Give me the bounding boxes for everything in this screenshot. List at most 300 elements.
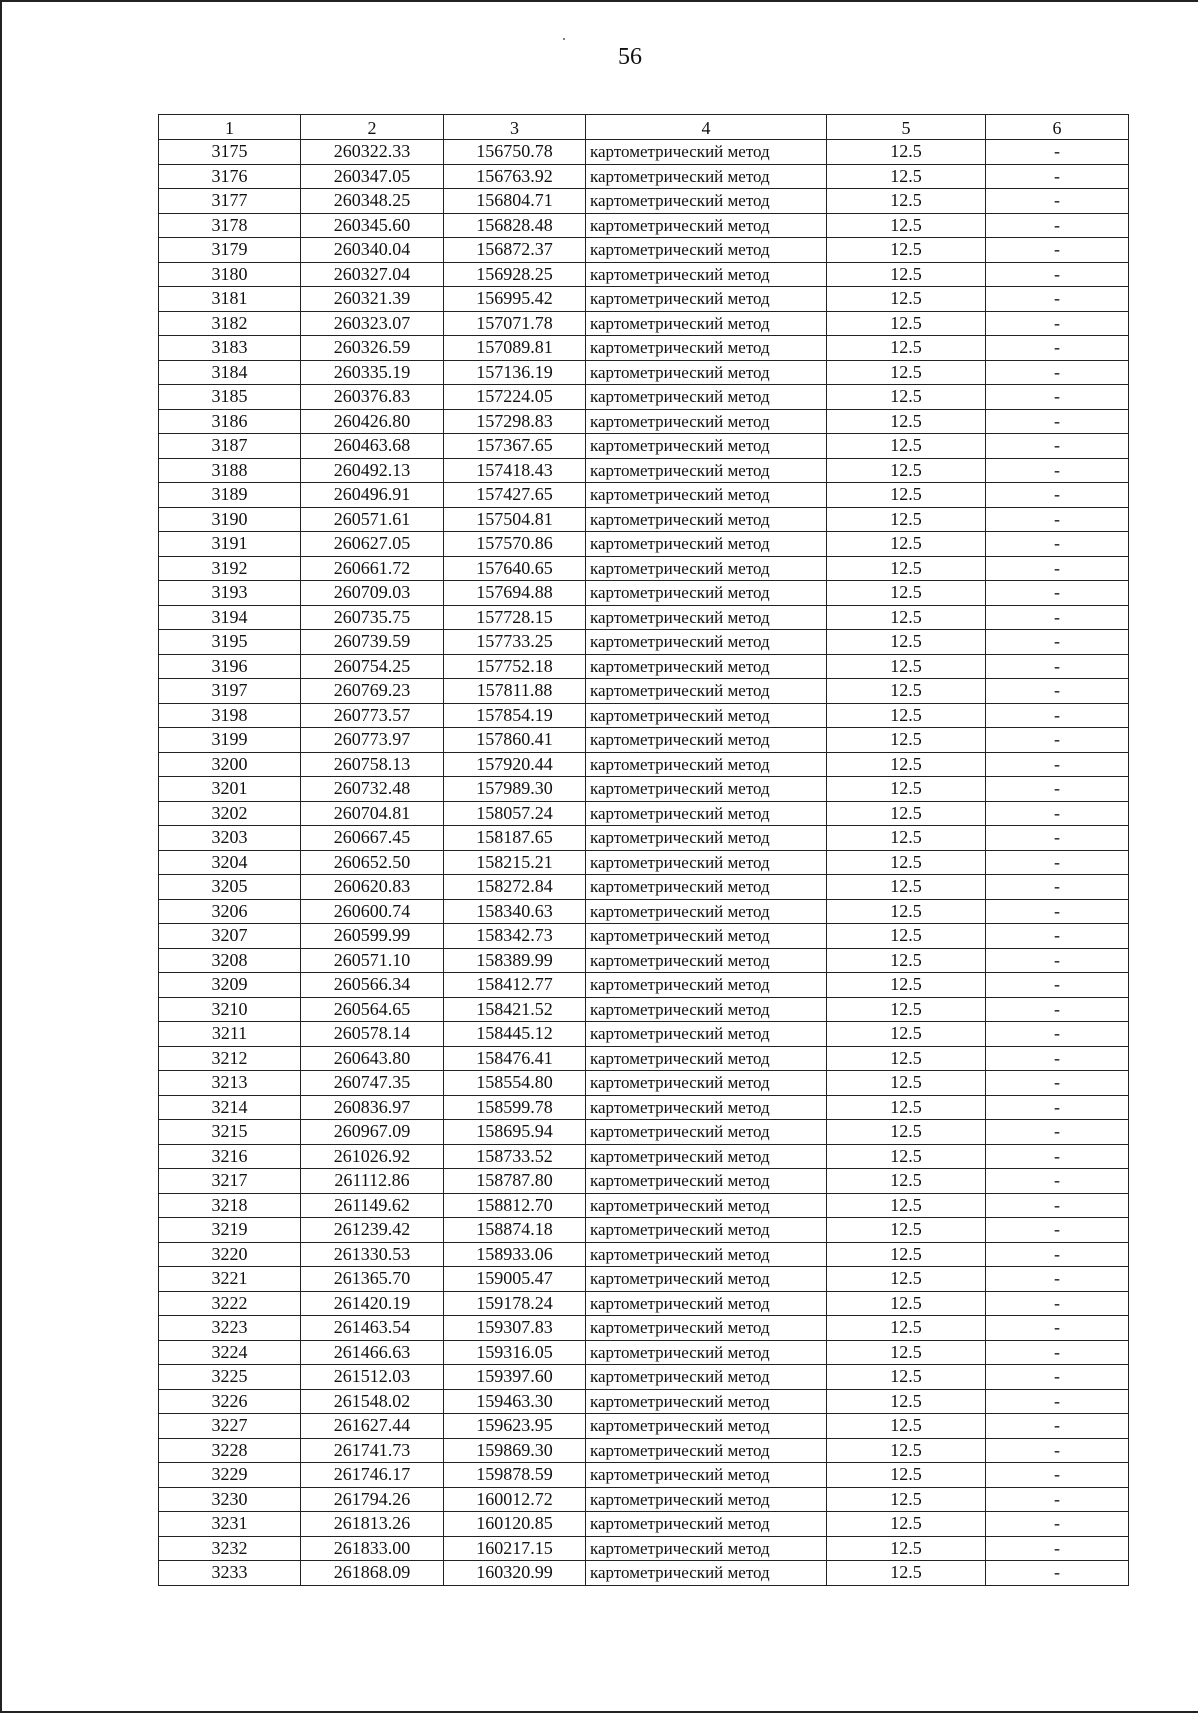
y-coordinate-cell: 157298.83 <box>444 409 586 434</box>
accuracy-cell: 12.5 <box>827 409 986 434</box>
x-coordinate-cell: 260323.07 <box>301 311 444 336</box>
y-coordinate-cell: 157733.25 <box>444 630 586 655</box>
point-number-cell: 3223 <box>159 1316 301 1341</box>
method-cell: картометрический метод <box>586 1487 827 1512</box>
point-number-cell: 3195 <box>159 630 301 655</box>
x-coordinate-cell: 260566.34 <box>301 973 444 998</box>
point-number-cell: 3201 <box>159 777 301 802</box>
x-coordinate-cell: 260335.19 <box>301 360 444 385</box>
table-row <box>159 164 1129 189</box>
x-coordinate-cell: 260747.35 <box>301 1071 444 1096</box>
y-coordinate-cell: 157071.78 <box>444 311 586 336</box>
method-cell: картометрический метод <box>586 1169 827 1194</box>
x-coordinate-cell: 260578.14 <box>301 1022 444 1047</box>
point-number-cell: 3204 <box>159 850 301 875</box>
accuracy-cell: 12.5 <box>827 581 986 606</box>
point-number-cell: 3180 <box>159 262 301 287</box>
table-body <box>159 140 1129 1586</box>
note-cell: - <box>986 1022 1129 1047</box>
x-coordinate-cell: 260652.50 <box>301 850 444 875</box>
note-cell: - <box>986 1095 1129 1120</box>
y-coordinate-cell: 156750.78 <box>444 140 586 165</box>
y-coordinate-cell: 157811.88 <box>444 679 586 704</box>
table-row <box>159 1242 1129 1267</box>
accuracy-cell: 12.5 <box>827 1414 986 1439</box>
table-header-row <box>159 115 1129 140</box>
accuracy-cell: 12.5 <box>827 1438 986 1463</box>
accuracy-cell: 12.5 <box>827 1144 986 1169</box>
y-coordinate-cell: 157224.05 <box>444 385 586 410</box>
point-number-cell: 3219 <box>159 1218 301 1243</box>
method-cell: картометрический метод <box>586 140 827 165</box>
accuracy-cell: 12.5 <box>827 1193 986 1218</box>
note-cell: - <box>986 924 1129 949</box>
note-cell: - <box>986 1267 1129 1292</box>
table-row <box>159 434 1129 459</box>
table-row <box>159 262 1129 287</box>
point-number-cell: 3230 <box>159 1487 301 1512</box>
y-coordinate-cell: 156995.42 <box>444 287 586 312</box>
note-cell: - <box>986 777 1129 802</box>
point-number-cell: 3208 <box>159 948 301 973</box>
x-coordinate-cell: 261112.86 <box>301 1169 444 1194</box>
table-row <box>159 1120 1129 1145</box>
note-cell: - <box>986 1144 1129 1169</box>
method-cell: картометрический метод <box>586 238 827 263</box>
method-cell: картометрический метод <box>586 164 827 189</box>
accuracy-cell: 12.5 <box>827 630 986 655</box>
table-row <box>159 1389 1129 1414</box>
method-cell: картометрический метод <box>586 1120 827 1145</box>
table-row <box>159 140 1129 165</box>
y-coordinate-cell: 160217.15 <box>444 1536 586 1561</box>
x-coordinate-cell: 261746.17 <box>301 1463 444 1488</box>
accuracy-cell: 12.5 <box>827 140 986 165</box>
accuracy-cell: 12.5 <box>827 262 986 287</box>
column-header-5: 5 <box>827 115 986 140</box>
note-cell: - <box>986 336 1129 361</box>
x-coordinate-cell: 261466.63 <box>301 1340 444 1365</box>
point-number-cell: 3191 <box>159 532 301 557</box>
point-number-cell: 3227 <box>159 1414 301 1439</box>
note-cell: - <box>986 1169 1129 1194</box>
point-number-cell: 3225 <box>159 1365 301 1390</box>
point-number-cell: 3199 <box>159 728 301 753</box>
method-cell: картометрический метод <box>586 997 827 1022</box>
x-coordinate-cell: 260667.45 <box>301 826 444 851</box>
x-coordinate-cell: 260773.97 <box>301 728 444 753</box>
y-coordinate-cell: 158599.78 <box>444 1095 586 1120</box>
method-cell: картометрический метод <box>586 189 827 214</box>
accuracy-cell: 12.5 <box>827 1267 986 1292</box>
y-coordinate-cell: 160320.99 <box>444 1561 586 1586</box>
note-cell: - <box>986 826 1129 851</box>
x-coordinate-cell: 261868.09 <box>301 1561 444 1586</box>
method-cell: картометрический метод <box>586 850 827 875</box>
y-coordinate-cell: 156763.92 <box>444 164 586 189</box>
y-coordinate-cell: 158812.70 <box>444 1193 586 1218</box>
method-cell: картометрический метод <box>586 311 827 336</box>
method-cell: картометрический метод <box>586 630 827 655</box>
table-row <box>159 1193 1129 1218</box>
method-cell: картометрический метод <box>586 1340 827 1365</box>
x-coordinate-cell: 260769.23 <box>301 679 444 704</box>
table-row <box>159 1316 1129 1341</box>
point-number-cell: 3224 <box>159 1340 301 1365</box>
note-cell: - <box>986 409 1129 434</box>
x-coordinate-cell: 260599.99 <box>301 924 444 949</box>
point-number-cell: 3231 <box>159 1512 301 1537</box>
y-coordinate-cell: 159005.47 <box>444 1267 586 1292</box>
method-cell: картометрический метод <box>586 1193 827 1218</box>
accuracy-cell: 12.5 <box>827 483 986 508</box>
x-coordinate-cell: 260326.59 <box>301 336 444 361</box>
method-cell: картометрический метод <box>586 1365 827 1390</box>
accuracy-cell: 12.5 <box>827 507 986 532</box>
method-cell: картометрический метод <box>586 1463 827 1488</box>
accuracy-cell: 12.5 <box>827 605 986 630</box>
table-row <box>159 801 1129 826</box>
y-coordinate-cell: 157694.88 <box>444 581 586 606</box>
note-cell: - <box>986 287 1129 312</box>
accuracy-cell: 12.5 <box>827 752 986 777</box>
accuracy-cell: 12.5 <box>827 850 986 875</box>
x-coordinate-cell: 260564.65 <box>301 997 444 1022</box>
method-cell: картометрический метод <box>586 581 827 606</box>
x-coordinate-cell: 261741.73 <box>301 1438 444 1463</box>
x-coordinate-cell: 260321.39 <box>301 287 444 312</box>
point-number-cell: 3197 <box>159 679 301 704</box>
table-row <box>159 875 1129 900</box>
accuracy-cell: 12.5 <box>827 189 986 214</box>
note-cell: - <box>986 973 1129 998</box>
note-cell: - <box>986 1487 1129 1512</box>
note-cell: - <box>986 1046 1129 1071</box>
point-number-cell: 3222 <box>159 1291 301 1316</box>
y-coordinate-cell: 160120.85 <box>444 1512 586 1537</box>
point-number-cell: 3203 <box>159 826 301 851</box>
note-cell: - <box>986 532 1129 557</box>
table-row <box>159 1536 1129 1561</box>
point-number-cell: 3210 <box>159 997 301 1022</box>
point-number-cell: 3187 <box>159 434 301 459</box>
point-number-cell: 3206 <box>159 899 301 924</box>
x-coordinate-cell: 261813.26 <box>301 1512 444 1537</box>
y-coordinate-cell: 157728.15 <box>444 605 586 630</box>
table-row <box>159 630 1129 655</box>
point-number-cell: 3196 <box>159 654 301 679</box>
point-number-cell: 3176 <box>159 164 301 189</box>
table-row <box>159 1463 1129 1488</box>
note-cell: - <box>986 1365 1129 1390</box>
method-cell: картометрический метод <box>586 1267 827 1292</box>
y-coordinate-cell: 157089.81 <box>444 336 586 361</box>
y-coordinate-cell: 158476.41 <box>444 1046 586 1071</box>
x-coordinate-cell: 260967.09 <box>301 1120 444 1145</box>
y-coordinate-cell: 158215.21 <box>444 850 586 875</box>
table-row <box>159 385 1129 410</box>
accuracy-cell: 12.5 <box>827 238 986 263</box>
note-cell: - <box>986 434 1129 459</box>
table-row <box>159 826 1129 851</box>
x-coordinate-cell: 260327.04 <box>301 262 444 287</box>
point-number-cell: 3207 <box>159 924 301 949</box>
method-cell: картометрический метод <box>586 262 827 287</box>
method-cell: картометрический метод <box>586 287 827 312</box>
x-coordinate-cell: 260754.25 <box>301 654 444 679</box>
y-coordinate-cell: 158445.12 <box>444 1022 586 1047</box>
method-cell: картометрический метод <box>586 1512 827 1537</box>
point-number-cell: 3212 <box>159 1046 301 1071</box>
method-cell: картометрический метод <box>586 1242 827 1267</box>
note-cell: - <box>986 581 1129 606</box>
accuracy-cell: 12.5 <box>827 997 986 1022</box>
point-number-cell: 3232 <box>159 1536 301 1561</box>
x-coordinate-cell: 261026.92 <box>301 1144 444 1169</box>
method-cell: картометрический метод <box>586 752 827 777</box>
y-coordinate-cell: 156804.71 <box>444 189 586 214</box>
accuracy-cell: 12.5 <box>827 1536 986 1561</box>
method-cell: картометрический метод <box>586 899 827 924</box>
accuracy-cell: 12.5 <box>827 924 986 949</box>
note-cell: - <box>986 850 1129 875</box>
table-row <box>159 899 1129 924</box>
method-cell: картометрический метод <box>586 336 827 361</box>
point-number-cell: 3221 <box>159 1267 301 1292</box>
note-cell: - <box>986 1193 1129 1218</box>
table-row <box>159 532 1129 557</box>
accuracy-cell: 12.5 <box>827 801 986 826</box>
point-number-cell: 3200 <box>159 752 301 777</box>
table-row <box>159 1169 1129 1194</box>
accuracy-cell: 12.5 <box>827 1463 986 1488</box>
method-cell: картометрический метод <box>586 973 827 998</box>
method-cell: картометрический метод <box>586 213 827 238</box>
point-number-cell: 3175 <box>159 140 301 165</box>
accuracy-cell: 12.5 <box>827 875 986 900</box>
accuracy-cell: 12.5 <box>827 360 986 385</box>
column-header-6: 6 <box>986 115 1129 140</box>
y-coordinate-cell: 160012.72 <box>444 1487 586 1512</box>
x-coordinate-cell: 260571.10 <box>301 948 444 973</box>
table-row <box>159 703 1129 728</box>
x-coordinate-cell: 261420.19 <box>301 1291 444 1316</box>
note-cell: - <box>986 801 1129 826</box>
y-coordinate-cell: 158187.65 <box>444 826 586 851</box>
note-cell: - <box>986 1218 1129 1243</box>
y-coordinate-cell: 159869.30 <box>444 1438 586 1463</box>
accuracy-cell: 12.5 <box>827 213 986 238</box>
note-cell: - <box>986 1512 1129 1537</box>
table-row <box>159 507 1129 532</box>
note-cell: - <box>986 875 1129 900</box>
accuracy-cell: 12.5 <box>827 1316 986 1341</box>
x-coordinate-cell: 260704.81 <box>301 801 444 826</box>
accuracy-cell: 12.5 <box>827 336 986 361</box>
method-cell: картометрический метод <box>586 434 827 459</box>
y-coordinate-cell: 157989.30 <box>444 777 586 802</box>
point-number-cell: 3218 <box>159 1193 301 1218</box>
point-number-cell: 3194 <box>159 605 301 630</box>
y-coordinate-cell: 158342.73 <box>444 924 586 949</box>
note-cell: - <box>986 556 1129 581</box>
x-coordinate-cell: 260492.13 <box>301 458 444 483</box>
method-cell: картометрический метод <box>586 679 827 704</box>
method-cell: картометрический метод <box>586 385 827 410</box>
table-row <box>159 1512 1129 1537</box>
table-row <box>159 1046 1129 1071</box>
table-row <box>159 1340 1129 1365</box>
table-row <box>159 213 1129 238</box>
table-row <box>159 311 1129 336</box>
method-cell: картометрический метод <box>586 1291 827 1316</box>
y-coordinate-cell: 158787.80 <box>444 1169 586 1194</box>
note-cell: - <box>986 654 1129 679</box>
note-cell: - <box>986 1536 1129 1561</box>
column-header-1: 1 <box>159 115 301 140</box>
x-coordinate-cell: 261833.00 <box>301 1536 444 1561</box>
y-coordinate-cell: 157136.19 <box>444 360 586 385</box>
y-coordinate-cell: 157570.86 <box>444 532 586 557</box>
y-coordinate-cell: 158733.52 <box>444 1144 586 1169</box>
note-cell: - <box>986 948 1129 973</box>
point-number-cell: 3217 <box>159 1169 301 1194</box>
x-coordinate-cell: 261149.62 <box>301 1193 444 1218</box>
accuracy-cell: 12.5 <box>827 777 986 802</box>
accuracy-cell: 12.5 <box>827 973 986 998</box>
y-coordinate-cell: 156828.48 <box>444 213 586 238</box>
method-cell: картометрический метод <box>586 728 827 753</box>
point-number-cell: 3181 <box>159 287 301 312</box>
note-cell: - <box>986 1242 1129 1267</box>
x-coordinate-cell: 260627.05 <box>301 532 444 557</box>
method-cell: картометрический метод <box>586 1389 827 1414</box>
y-coordinate-cell: 158695.94 <box>444 1120 586 1145</box>
point-number-cell: 3185 <box>159 385 301 410</box>
note-cell: - <box>986 752 1129 777</box>
accuracy-cell: 12.5 <box>827 532 986 557</box>
point-number-cell: 3205 <box>159 875 301 900</box>
point-number-cell: 3183 <box>159 336 301 361</box>
x-coordinate-cell: 260347.05 <box>301 164 444 189</box>
note-cell: - <box>986 630 1129 655</box>
note-cell: - <box>986 458 1129 483</box>
accuracy-cell: 12.5 <box>827 1487 986 1512</box>
note-cell: - <box>986 1414 1129 1439</box>
x-coordinate-cell: 261330.53 <box>301 1242 444 1267</box>
method-cell: картометрический метод <box>586 1414 827 1439</box>
method-cell: картометрический метод <box>586 703 827 728</box>
method-cell: картометрический метод <box>586 507 827 532</box>
y-coordinate-cell: 159878.59 <box>444 1463 586 1488</box>
note-cell: - <box>986 1389 1129 1414</box>
accuracy-cell: 12.5 <box>827 434 986 459</box>
table-row <box>159 777 1129 802</box>
y-coordinate-cell: 156872.37 <box>444 238 586 263</box>
method-cell: картометрический метод <box>586 826 827 851</box>
point-number-cell: 3215 <box>159 1120 301 1145</box>
table-row <box>159 458 1129 483</box>
y-coordinate-cell: 158421.52 <box>444 997 586 1022</box>
note-cell: - <box>986 360 1129 385</box>
accuracy-cell: 12.5 <box>827 1561 986 1586</box>
table-row <box>159 728 1129 753</box>
y-coordinate-cell: 157920.44 <box>444 752 586 777</box>
point-number-cell: 3189 <box>159 483 301 508</box>
accuracy-cell: 12.5 <box>827 311 986 336</box>
table-row <box>159 1487 1129 1512</box>
x-coordinate-cell: 260732.48 <box>301 777 444 802</box>
note-cell: - <box>986 1071 1129 1096</box>
method-cell: картометрический метод <box>586 1561 827 1586</box>
table-row <box>159 409 1129 434</box>
note-cell: - <box>986 189 1129 214</box>
method-cell: картометрический метод <box>586 1022 827 1047</box>
point-number-cell: 3228 <box>159 1438 301 1463</box>
y-coordinate-cell: 158057.24 <box>444 801 586 826</box>
accuracy-cell: 12.5 <box>827 164 986 189</box>
table-row <box>159 752 1129 777</box>
accuracy-cell: 12.5 <box>827 1389 986 1414</box>
point-number-cell: 3179 <box>159 238 301 263</box>
accuracy-cell: 12.5 <box>827 287 986 312</box>
point-number-cell: 3226 <box>159 1389 301 1414</box>
point-number-cell: 3178 <box>159 213 301 238</box>
method-cell: картометрический метод <box>586 801 827 826</box>
y-coordinate-cell: 158412.77 <box>444 973 586 998</box>
x-coordinate-cell: 260735.75 <box>301 605 444 630</box>
note-cell: - <box>986 1463 1129 1488</box>
accuracy-cell: 12.5 <box>827 1046 986 1071</box>
note-cell: - <box>986 1316 1129 1341</box>
point-number-cell: 3209 <box>159 973 301 998</box>
accuracy-cell: 12.5 <box>827 654 986 679</box>
point-number-cell: 3182 <box>159 311 301 336</box>
method-cell: картометрический метод <box>586 875 827 900</box>
table-row <box>159 1071 1129 1096</box>
y-coordinate-cell: 157640.65 <box>444 556 586 581</box>
note-cell: - <box>986 507 1129 532</box>
x-coordinate-cell: 260661.72 <box>301 556 444 581</box>
accuracy-cell: 12.5 <box>827 1512 986 1537</box>
column-header-2: 2 <box>301 115 444 140</box>
y-coordinate-cell: 158933.06 <box>444 1242 586 1267</box>
accuracy-cell: 12.5 <box>827 458 986 483</box>
table-row <box>159 924 1129 949</box>
x-coordinate-cell: 260758.13 <box>301 752 444 777</box>
note-cell: - <box>986 311 1129 336</box>
accuracy-cell: 12.5 <box>827 385 986 410</box>
note-cell: - <box>986 1438 1129 1463</box>
table-row <box>159 336 1129 361</box>
point-number-cell: 3229 <box>159 1463 301 1488</box>
x-coordinate-cell: 260322.33 <box>301 140 444 165</box>
x-coordinate-cell: 260376.83 <box>301 385 444 410</box>
method-cell: картометрический метод <box>586 1438 827 1463</box>
note-cell: - <box>986 899 1129 924</box>
y-coordinate-cell: 157860.41 <box>444 728 586 753</box>
method-cell: картометрический метод <box>586 605 827 630</box>
table-row <box>159 483 1129 508</box>
method-cell: картометрический метод <box>586 1536 827 1561</box>
y-coordinate-cell: 157427.65 <box>444 483 586 508</box>
table-row <box>159 360 1129 385</box>
table-row <box>159 556 1129 581</box>
y-coordinate-cell: 159178.24 <box>444 1291 586 1316</box>
y-coordinate-cell: 157752.18 <box>444 654 586 679</box>
table-row <box>159 973 1129 998</box>
table-row <box>159 948 1129 973</box>
